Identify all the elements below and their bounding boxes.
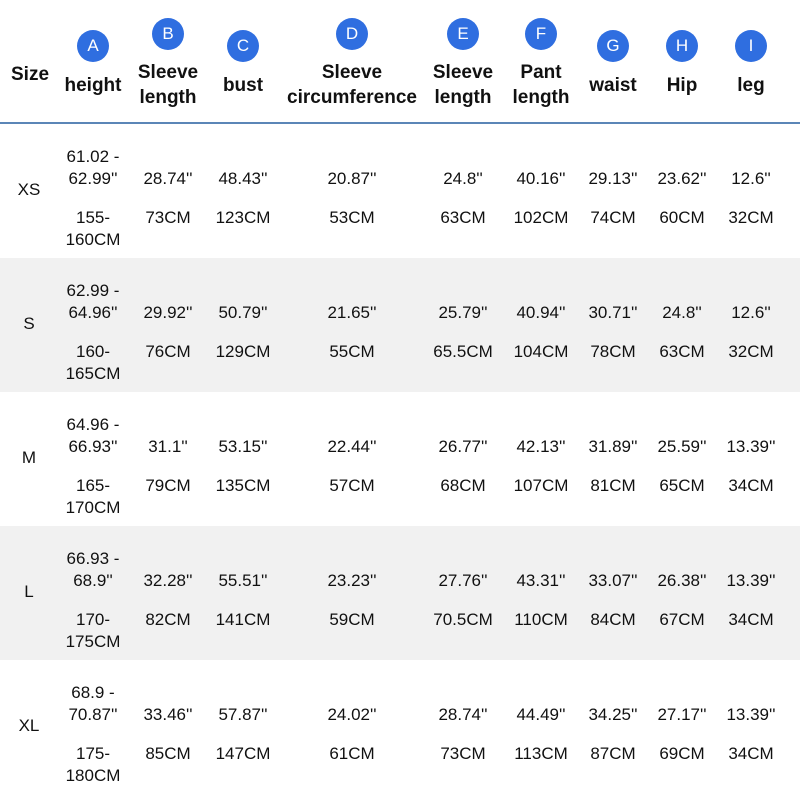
cm-value-cell: 34CM bbox=[728, 610, 774, 629]
cm-value-cell: 70.5CM bbox=[433, 610, 493, 629]
cm-value-cell: 32CM bbox=[728, 208, 774, 227]
size-cell: L bbox=[24, 582, 34, 601]
column-header-height: height bbox=[64, 75, 122, 96]
size-cell: XL bbox=[18, 716, 40, 735]
column-header-waist: waist bbox=[589, 75, 637, 96]
table-row-l bbox=[0, 526, 800, 660]
cm-value-cell: 65CM bbox=[659, 476, 705, 495]
cm-value-cell: 78CM bbox=[590, 342, 636, 361]
height-inches-cell: 64.96 - 66.93'' bbox=[66, 415, 120, 456]
column-badge-c: C bbox=[227, 30, 259, 62]
inch-value-cell: 31.1'' bbox=[148, 437, 188, 456]
cm-value-cell: 147CM bbox=[215, 744, 271, 763]
cm-value-cell: 141CM bbox=[215, 610, 271, 629]
cm-value-cell: 57CM bbox=[329, 476, 375, 495]
inch-value-cell: 32.28'' bbox=[143, 571, 193, 590]
inch-value-cell: 30.71'' bbox=[588, 303, 638, 322]
cm-value-cell: 113CM bbox=[514, 744, 568, 763]
inch-value-cell: 42.13'' bbox=[516, 437, 566, 456]
inch-value-cell: 57.87'' bbox=[218, 705, 268, 724]
height-cm-cell: 165- 170CM bbox=[65, 476, 121, 517]
inch-value-cell: 28.74'' bbox=[438, 705, 488, 724]
cm-value-cell: 84CM bbox=[590, 610, 636, 629]
size-cell: S bbox=[23, 314, 35, 333]
table-row-xl bbox=[0, 660, 800, 794]
cm-value-cell: 32CM bbox=[728, 342, 774, 361]
column-header-sleeve_length_b-line2: length bbox=[139, 87, 197, 108]
column-badge-e: E bbox=[447, 18, 479, 50]
inch-value-cell: 25.79'' bbox=[438, 303, 488, 322]
cm-value-cell: 123CM bbox=[215, 208, 271, 227]
inch-value-cell: 25.59'' bbox=[657, 437, 707, 456]
inch-value-cell: 21.65'' bbox=[327, 303, 377, 322]
inch-value-cell: 24.8'' bbox=[662, 303, 702, 322]
cm-value-cell: 34CM bbox=[728, 476, 774, 495]
inch-value-cell: 23.62'' bbox=[657, 169, 707, 188]
cm-value-cell: 53CM bbox=[329, 208, 375, 227]
inch-value-cell: 20.87'' bbox=[327, 169, 377, 188]
cm-value-cell: 81CM bbox=[590, 476, 636, 495]
cm-value-cell: 87CM bbox=[590, 744, 636, 763]
cm-value-cell: 60CM bbox=[659, 208, 705, 227]
cm-value-cell: 129CM bbox=[215, 342, 271, 361]
inch-value-cell: 50.79'' bbox=[218, 303, 268, 322]
cm-value-cell: 63CM bbox=[440, 208, 486, 227]
cm-value-cell: 59CM bbox=[329, 610, 375, 629]
cm-value-cell: 110CM bbox=[514, 610, 568, 629]
inch-value-cell: 44.49'' bbox=[516, 705, 566, 724]
inch-value-cell: 29.92'' bbox=[143, 303, 193, 322]
column-badge-b: B bbox=[152, 18, 184, 50]
table-row-xs bbox=[0, 124, 800, 258]
inch-value-cell: 24.8'' bbox=[443, 169, 483, 188]
cm-value-cell: 61CM bbox=[329, 744, 375, 763]
cm-value-cell: 79CM bbox=[145, 476, 191, 495]
size-column-header: Size bbox=[11, 64, 50, 85]
column-header-sleeve_length_b-line1: Sleeve bbox=[137, 62, 199, 83]
inch-value-cell: 40.94'' bbox=[516, 303, 566, 322]
inch-value-cell: 22.44'' bbox=[327, 437, 377, 456]
column-header-sleeve_circumference-line1: Sleeve bbox=[321, 62, 383, 83]
inch-value-cell: 48.43'' bbox=[218, 169, 268, 188]
inch-value-cell: 23.23'' bbox=[327, 571, 377, 590]
cm-value-cell: 63CM bbox=[659, 342, 705, 361]
column-badge-f: F bbox=[525, 18, 557, 50]
height-inches-cell: 68.9 - 70.87'' bbox=[68, 683, 118, 724]
inch-value-cell: 29.13'' bbox=[588, 169, 638, 188]
cm-value-cell: 82CM bbox=[145, 610, 191, 629]
inch-value-cell: 28.74'' bbox=[143, 169, 193, 188]
column-badge-i: I bbox=[735, 30, 767, 62]
cm-value-cell: 107CM bbox=[513, 476, 569, 495]
height-cm-cell: 155- 160CM bbox=[65, 208, 121, 249]
inch-value-cell: 31.89'' bbox=[588, 437, 638, 456]
cm-value-cell: 55CM bbox=[329, 342, 375, 361]
height-inches-cell: 62.99 - 64.96'' bbox=[66, 281, 120, 322]
inch-value-cell: 26.38'' bbox=[657, 571, 707, 590]
table-row-s bbox=[0, 258, 800, 392]
column-header-pant_length-line2: length bbox=[512, 87, 570, 108]
cm-value-cell: 74CM bbox=[590, 208, 636, 227]
cm-value-cell: 65.5CM bbox=[433, 342, 493, 361]
inch-value-cell: 12.6'' bbox=[731, 169, 771, 188]
cm-value-cell: 104CM bbox=[513, 342, 569, 361]
height-cm-cell: 170- 175CM bbox=[65, 610, 121, 651]
inch-value-cell: 26.77'' bbox=[438, 437, 488, 456]
column-header-pant_length-line1: Pant bbox=[520, 62, 562, 83]
cm-value-cell: 73CM bbox=[145, 208, 191, 227]
cm-value-cell: 69CM bbox=[659, 744, 705, 763]
cm-value-cell: 135CM bbox=[215, 476, 271, 495]
table-header bbox=[0, 0, 800, 123]
cm-value-cell: 73CM bbox=[440, 744, 486, 763]
inch-value-cell: 13.39'' bbox=[726, 705, 776, 724]
table-row-m bbox=[0, 392, 800, 526]
column-header-leg: leg bbox=[737, 75, 765, 96]
column-header-sleeve_length_e-line1: Sleeve bbox=[432, 62, 494, 83]
inch-value-cell: 33.46'' bbox=[143, 705, 193, 724]
column-header-sleeve_length_e-line2: length bbox=[434, 87, 492, 108]
column-badge-a: A bbox=[77, 30, 109, 62]
size-cell: XS bbox=[17, 180, 41, 199]
column-badge-h: H bbox=[666, 30, 698, 62]
inch-value-cell: 13.39'' bbox=[726, 437, 776, 456]
column-badge-g: G bbox=[597, 30, 629, 62]
height-inches-cell: 66.93 - 68.9'' bbox=[66, 549, 120, 590]
cm-value-cell: 76CM bbox=[145, 342, 191, 361]
cm-value-cell: 102CM bbox=[513, 208, 569, 227]
height-cm-cell: 160- 165CM bbox=[65, 342, 121, 383]
cm-value-cell: 68CM bbox=[440, 476, 486, 495]
inch-value-cell: 12.6'' bbox=[731, 303, 771, 322]
column-header-hip: Hip bbox=[666, 75, 698, 96]
inch-value-cell: 27.17'' bbox=[657, 705, 707, 724]
inch-value-cell: 33.07'' bbox=[588, 571, 638, 590]
cm-value-cell: 85CM bbox=[145, 744, 191, 763]
inch-value-cell: 24.02'' bbox=[327, 705, 377, 724]
inch-value-cell: 34.25'' bbox=[588, 705, 638, 724]
cm-value-cell: 34CM bbox=[728, 744, 774, 763]
inch-value-cell: 40.16'' bbox=[516, 169, 566, 188]
inch-value-cell: 13.39'' bbox=[726, 571, 776, 590]
inch-value-cell: 43.31'' bbox=[516, 571, 566, 590]
inch-value-cell: 55.51'' bbox=[218, 571, 268, 590]
height-inches-cell: 61.02 - 62.99'' bbox=[66, 147, 120, 188]
cm-value-cell: 67CM bbox=[659, 610, 705, 629]
inch-value-cell: 53.15'' bbox=[218, 437, 268, 456]
height-cm-cell: 175- 180CM bbox=[65, 744, 121, 785]
column-header-sleeve_circumference-line2: circumference bbox=[287, 87, 417, 108]
column-badge-d: D bbox=[336, 18, 368, 50]
size-cell: M bbox=[21, 448, 37, 467]
column-header-bust: bust bbox=[222, 75, 264, 96]
inch-value-cell: 27.76'' bbox=[438, 571, 488, 590]
